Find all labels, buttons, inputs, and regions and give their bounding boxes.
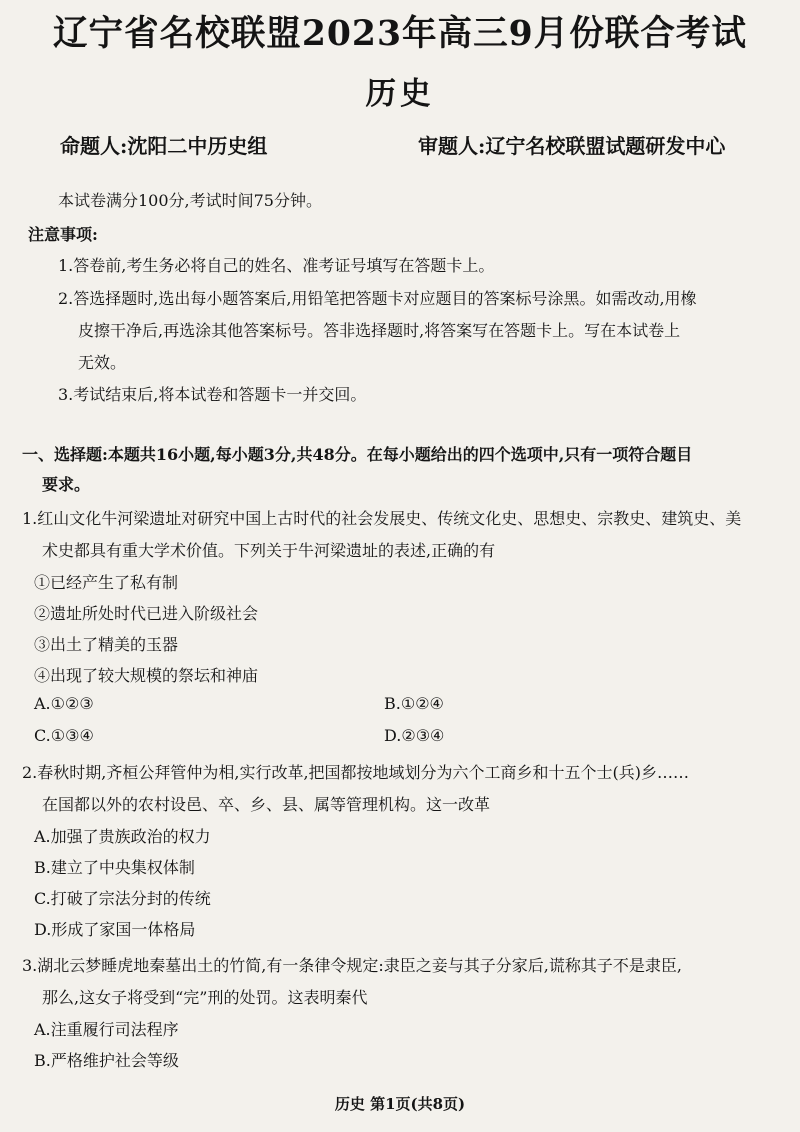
notice-item: 3.考试结束后,将本试卷和答题卡一并交回。 — [58, 385, 367, 404]
statement: ②遗址所处时代已进入阶级社会 — [34, 604, 259, 623]
question-stem: 在国都以外的农村设邑、卒、乡、县、属等管理机构。这一改革 — [42, 795, 491, 814]
answer-option: A.加强了贵族政治的权力 — [34, 827, 211, 846]
notice-heading: 注意事项: — [28, 225, 98, 244]
answer-option: A.①②③ — [34, 694, 94, 713]
question-stem: 术史都具有重大学术价值。下列关于牛河梁遗址的表述,正确的有 — [42, 541, 496, 560]
section-heading: 一、选择题:本题共16小题,每小题3分,共48分。在每小题给出的四个选项中,只有一项符合题目 — [22, 445, 693, 464]
answer-option: B.建立了中央集权体制 — [34, 858, 195, 877]
question-stem: 那么,这女子将受到“完”刑的处罚。这表明秦代 — [42, 988, 368, 1007]
answer-option: B.①②④ — [384, 694, 444, 713]
notice-item: 皮擦干净后,再选涂其他答案标号。答非选择题时,将答案写在答题卡上。写在本试卷上 — [78, 321, 681, 340]
answer-option: C.①③④ — [34, 726, 94, 745]
notice-item: 1.答卷前,考生务必将自己的姓名、准考证号填写在答题卡上。 — [58, 256, 495, 275]
answer-option: A.注重履行司法程序 — [34, 1020, 179, 1039]
page-footer: 历史 第1页(共8页) — [334, 1095, 466, 1113]
proposer: 命题人:沈阳二中历史组 — [60, 134, 268, 158]
answer-option: C.打破了宗法分封的传统 — [34, 889, 211, 908]
subject-title: 历史 — [365, 76, 435, 112]
question-stem: 1.红山文化牛河梁遗址对研究中国上古时代的社会发展史、传统文化史、思想史、宗教史、建筑史、美 — [22, 509, 742, 528]
statement: ①已经产生了私有制 — [34, 573, 179, 592]
reviewer: 审题人:辽宁名校联盟试题研发中心 — [418, 134, 726, 158]
statement: ③出土了精美的玉器 — [34, 635, 179, 654]
answer-option: D.形成了家国一体格局 — [34, 920, 196, 939]
notice-item: 2.答选择题时,选出每小题答案后,用铅笔把答题卡对应题目的答案标号涂黑。如需改动,用橡 — [58, 289, 697, 308]
question-stem: 2.春秋时期,齐桓公拜管仲为相,实行改革,把国都按地域划分为六个工商乡和十五个士(兵)乡…… — [22, 763, 690, 782]
notice-item: 无效。 — [78, 353, 127, 372]
exam-info: 本试卷满分100分,考试时间75分钟。 — [58, 191, 322, 210]
section-heading-cont: 要求。 — [42, 475, 91, 494]
question-stem: 3.湖北云梦睡虎地秦墓出土的竹简,有一条律令规定:隶臣之妾与其子分家后,谎称其子不是隶臣, — [22, 956, 682, 975]
answer-option: B.严格维护社会等级 — [34, 1051, 179, 1070]
answer-option: D.②③④ — [384, 726, 445, 745]
exam-title: 辽宁省名校联盟2023年高三9月份联合考试 — [53, 13, 747, 54]
statement: ④出现了较大规模的祭坛和神庙 — [34, 666, 259, 685]
authors-row — [0, 130, 800, 160]
